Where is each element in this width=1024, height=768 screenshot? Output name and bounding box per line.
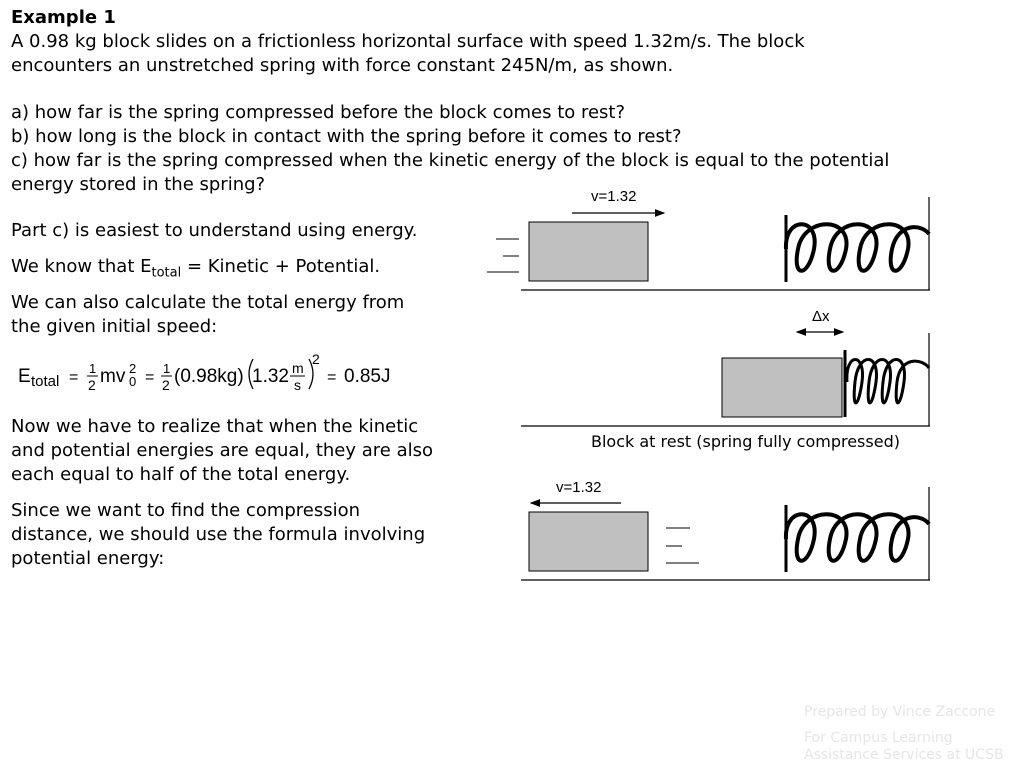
question-a: a) how far is the spring compressed before the block comes to rest? bbox=[11, 102, 626, 123]
intro-line-1: A 0.98 kg block slides on a frictionless horizontal surface with speed 1.32m/s. The block bbox=[11, 31, 805, 52]
panel-compressed bbox=[521, 308, 930, 426]
conclusion-line-1: Since we want to find the compression bbox=[11, 500, 361, 521]
energy-statement-prefix: We know that E bbox=[11, 256, 152, 277]
eq-unit-num: m bbox=[292, 360, 304, 376]
eq-equals-3: = bbox=[327, 369, 337, 386]
eq-half-den-2: 2 bbox=[162, 377, 170, 393]
eq-result: 0.85J bbox=[344, 366, 391, 387]
eq-speed: 1.32 bbox=[252, 366, 289, 387]
eq-equals-2: = bbox=[145, 369, 155, 386]
intro-line-2: encounters an unstretched spring with force constant 245N/m, as shown. bbox=[11, 55, 674, 76]
delta-x-label: Δx bbox=[812, 308, 830, 325]
block-top bbox=[529, 222, 648, 281]
spring-bottom bbox=[786, 514, 929, 561]
conclusion-line-3: potential energy: bbox=[11, 548, 165, 569]
eq-mv: mv bbox=[100, 366, 126, 387]
spring-top bbox=[786, 224, 929, 271]
realization-line-2: and potential energies are equal, they are also bbox=[11, 440, 433, 461]
footer-line-1: Prepared by Vince Zaccone bbox=[804, 704, 996, 720]
block-bottom bbox=[529, 512, 648, 571]
calc-intro-line-1: We can also calculate the total energy from bbox=[11, 292, 405, 313]
part-c-note: Part c) is easiest to understand using energy. bbox=[11, 220, 418, 241]
panel-rebound bbox=[521, 479, 930, 580]
footer-line-3: Assistance Services at UCSB bbox=[804, 747, 1004, 763]
eq-square: 2 bbox=[312, 352, 320, 367]
eq-unit-den: s bbox=[294, 377, 301, 393]
compressed-caption: Block at rest (spring fully compressed) bbox=[591, 432, 900, 451]
realization-line-3: each equal to half of the total energy. bbox=[11, 464, 351, 485]
example-title: Example 1 bbox=[11, 7, 116, 28]
eq-half-num-2: 1 bbox=[163, 361, 171, 376]
eq-half-num-1: 1 bbox=[89, 361, 97, 376]
footer-line-2: For Campus Learning bbox=[804, 730, 953, 746]
block-middle bbox=[722, 358, 842, 417]
question-c-continued: energy stored in the spring? bbox=[11, 174, 266, 195]
panel-approaching bbox=[487, 188, 930, 290]
question-b: b) how long is the block in contact with the spring before it comes to rest? bbox=[11, 126, 682, 147]
eq-sup: 2 bbox=[129, 361, 137, 376]
realization-line-1: Now we have to realize that when the kinetic bbox=[11, 416, 419, 437]
energy-statement-suffix: = Kinetic + Potential. bbox=[181, 256, 381, 277]
eq-lhs: E bbox=[18, 366, 31, 387]
eq-lhs-sub: total bbox=[31, 373, 60, 390]
eq-mass: (0.98kg) bbox=[174, 366, 244, 387]
eq-half-den-1: 2 bbox=[88, 377, 96, 393]
energy-statement-subscript: total bbox=[151, 265, 182, 281]
velocity-label-top: v=1.32 bbox=[591, 188, 637, 205]
velocity-label-bottom: v=1.32 bbox=[556, 479, 602, 496]
spring-middle bbox=[847, 360, 929, 404]
question-c: c) how far is the spring compressed when the kinetic energy of the block is equal to the potential bbox=[11, 150, 890, 171]
eq-equals-1: = bbox=[69, 369, 79, 386]
eq-sub: 0 bbox=[129, 374, 137, 389]
calc-intro-line-2: the given initial speed: bbox=[11, 316, 218, 337]
conclusion-line-2: distance, we should use the formula involving bbox=[11, 524, 426, 545]
